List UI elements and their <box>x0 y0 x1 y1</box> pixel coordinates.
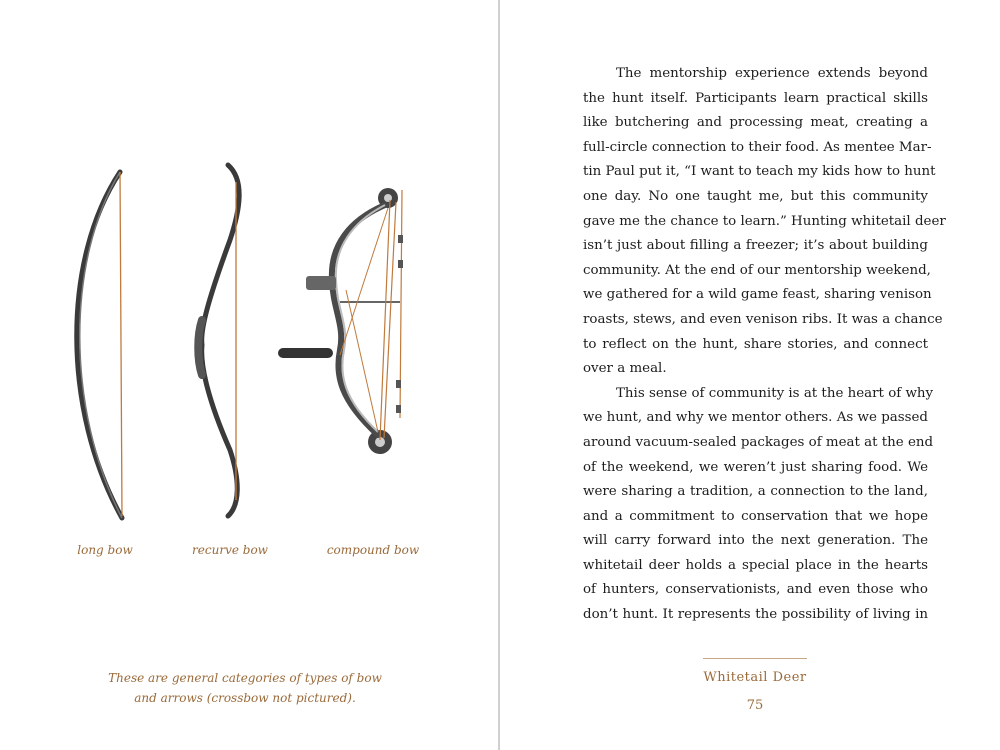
body-text <box>583 62 946 628</box>
text-line: the hunt itself. Participants learn practical skills <box>583 90 928 106</box>
text-line: to reflect on the hunt, share stories, and connect <box>583 336 928 352</box>
text-line: The mentorship experience extends beyond <box>616 66 928 81</box>
text-line: of the weekend, we weren’t just sharing food. We <box>583 459 928 475</box>
text-line: full-circle connection to their food. As mentee Mar- <box>583 139 932 155</box>
text-line: isn’t just about filling a freezer; it’s about building <box>583 238 928 254</box>
text-line: we gathered for a wild game feast, sharing venison <box>583 287 932 303</box>
text-line: gave me the chance to learn.” Hunting whitetail deer <box>583 213 946 229</box>
compound-bow-label: compound bow <box>326 543 420 557</box>
long-bow-drawing <box>77 172 122 518</box>
running-head-rule <box>703 658 807 659</box>
text-line: were sharing a tradition, a connection to the land, <box>583 484 928 500</box>
recurve-bow-drawing <box>198 165 239 516</box>
caption-line: These are general categories of types of bow <box>108 671 382 685</box>
right-page <box>500 0 1000 750</box>
bows-illustration <box>40 150 460 530</box>
compound-bow-drawing <box>278 188 403 454</box>
text-line: roasts, stews, and even venison ribs. It was a chance <box>583 311 943 327</box>
text-line: tin Paul put it, “I want to teach my kids how to hunt <box>583 164 936 180</box>
figure-caption <box>60 668 430 708</box>
text-line: over a meal. <box>583 361 667 377</box>
text-line: whitetail deer holds a special place in the hearts <box>583 557 928 573</box>
text-line: we hunt, and why we mentor others. As we passed <box>583 410 928 426</box>
text-line: like butchering and processing meat, creating a <box>583 115 928 131</box>
recurve-bow-label: recurve bow <box>192 543 268 557</box>
long-bow-label: long bow <box>77 543 133 557</box>
text-line: don’t hunt. It represents the possibility of living in <box>583 607 928 623</box>
running-head: Whitetail Deer <box>703 670 807 685</box>
left-page <box>0 0 498 750</box>
text-line: of hunters, conservationists, and even those who <box>583 582 928 598</box>
text-line: one day. No one taught me, but this community <box>583 188 928 204</box>
text-line: and a commitment to conservation that we hope <box>583 508 928 524</box>
text-line: This sense of community is at the heart of why <box>616 385 934 401</box>
text-line: community. At the end of our mentorship weekend, <box>583 262 931 278</box>
text-line: around vacuum-sealed packages of meat at the end <box>583 434 934 450</box>
page-number: 75 <box>746 698 764 713</box>
caption-line: and arrows (crossbow not pictured). <box>134 691 356 705</box>
text-line: will carry forward into the next generation. The <box>583 533 928 549</box>
